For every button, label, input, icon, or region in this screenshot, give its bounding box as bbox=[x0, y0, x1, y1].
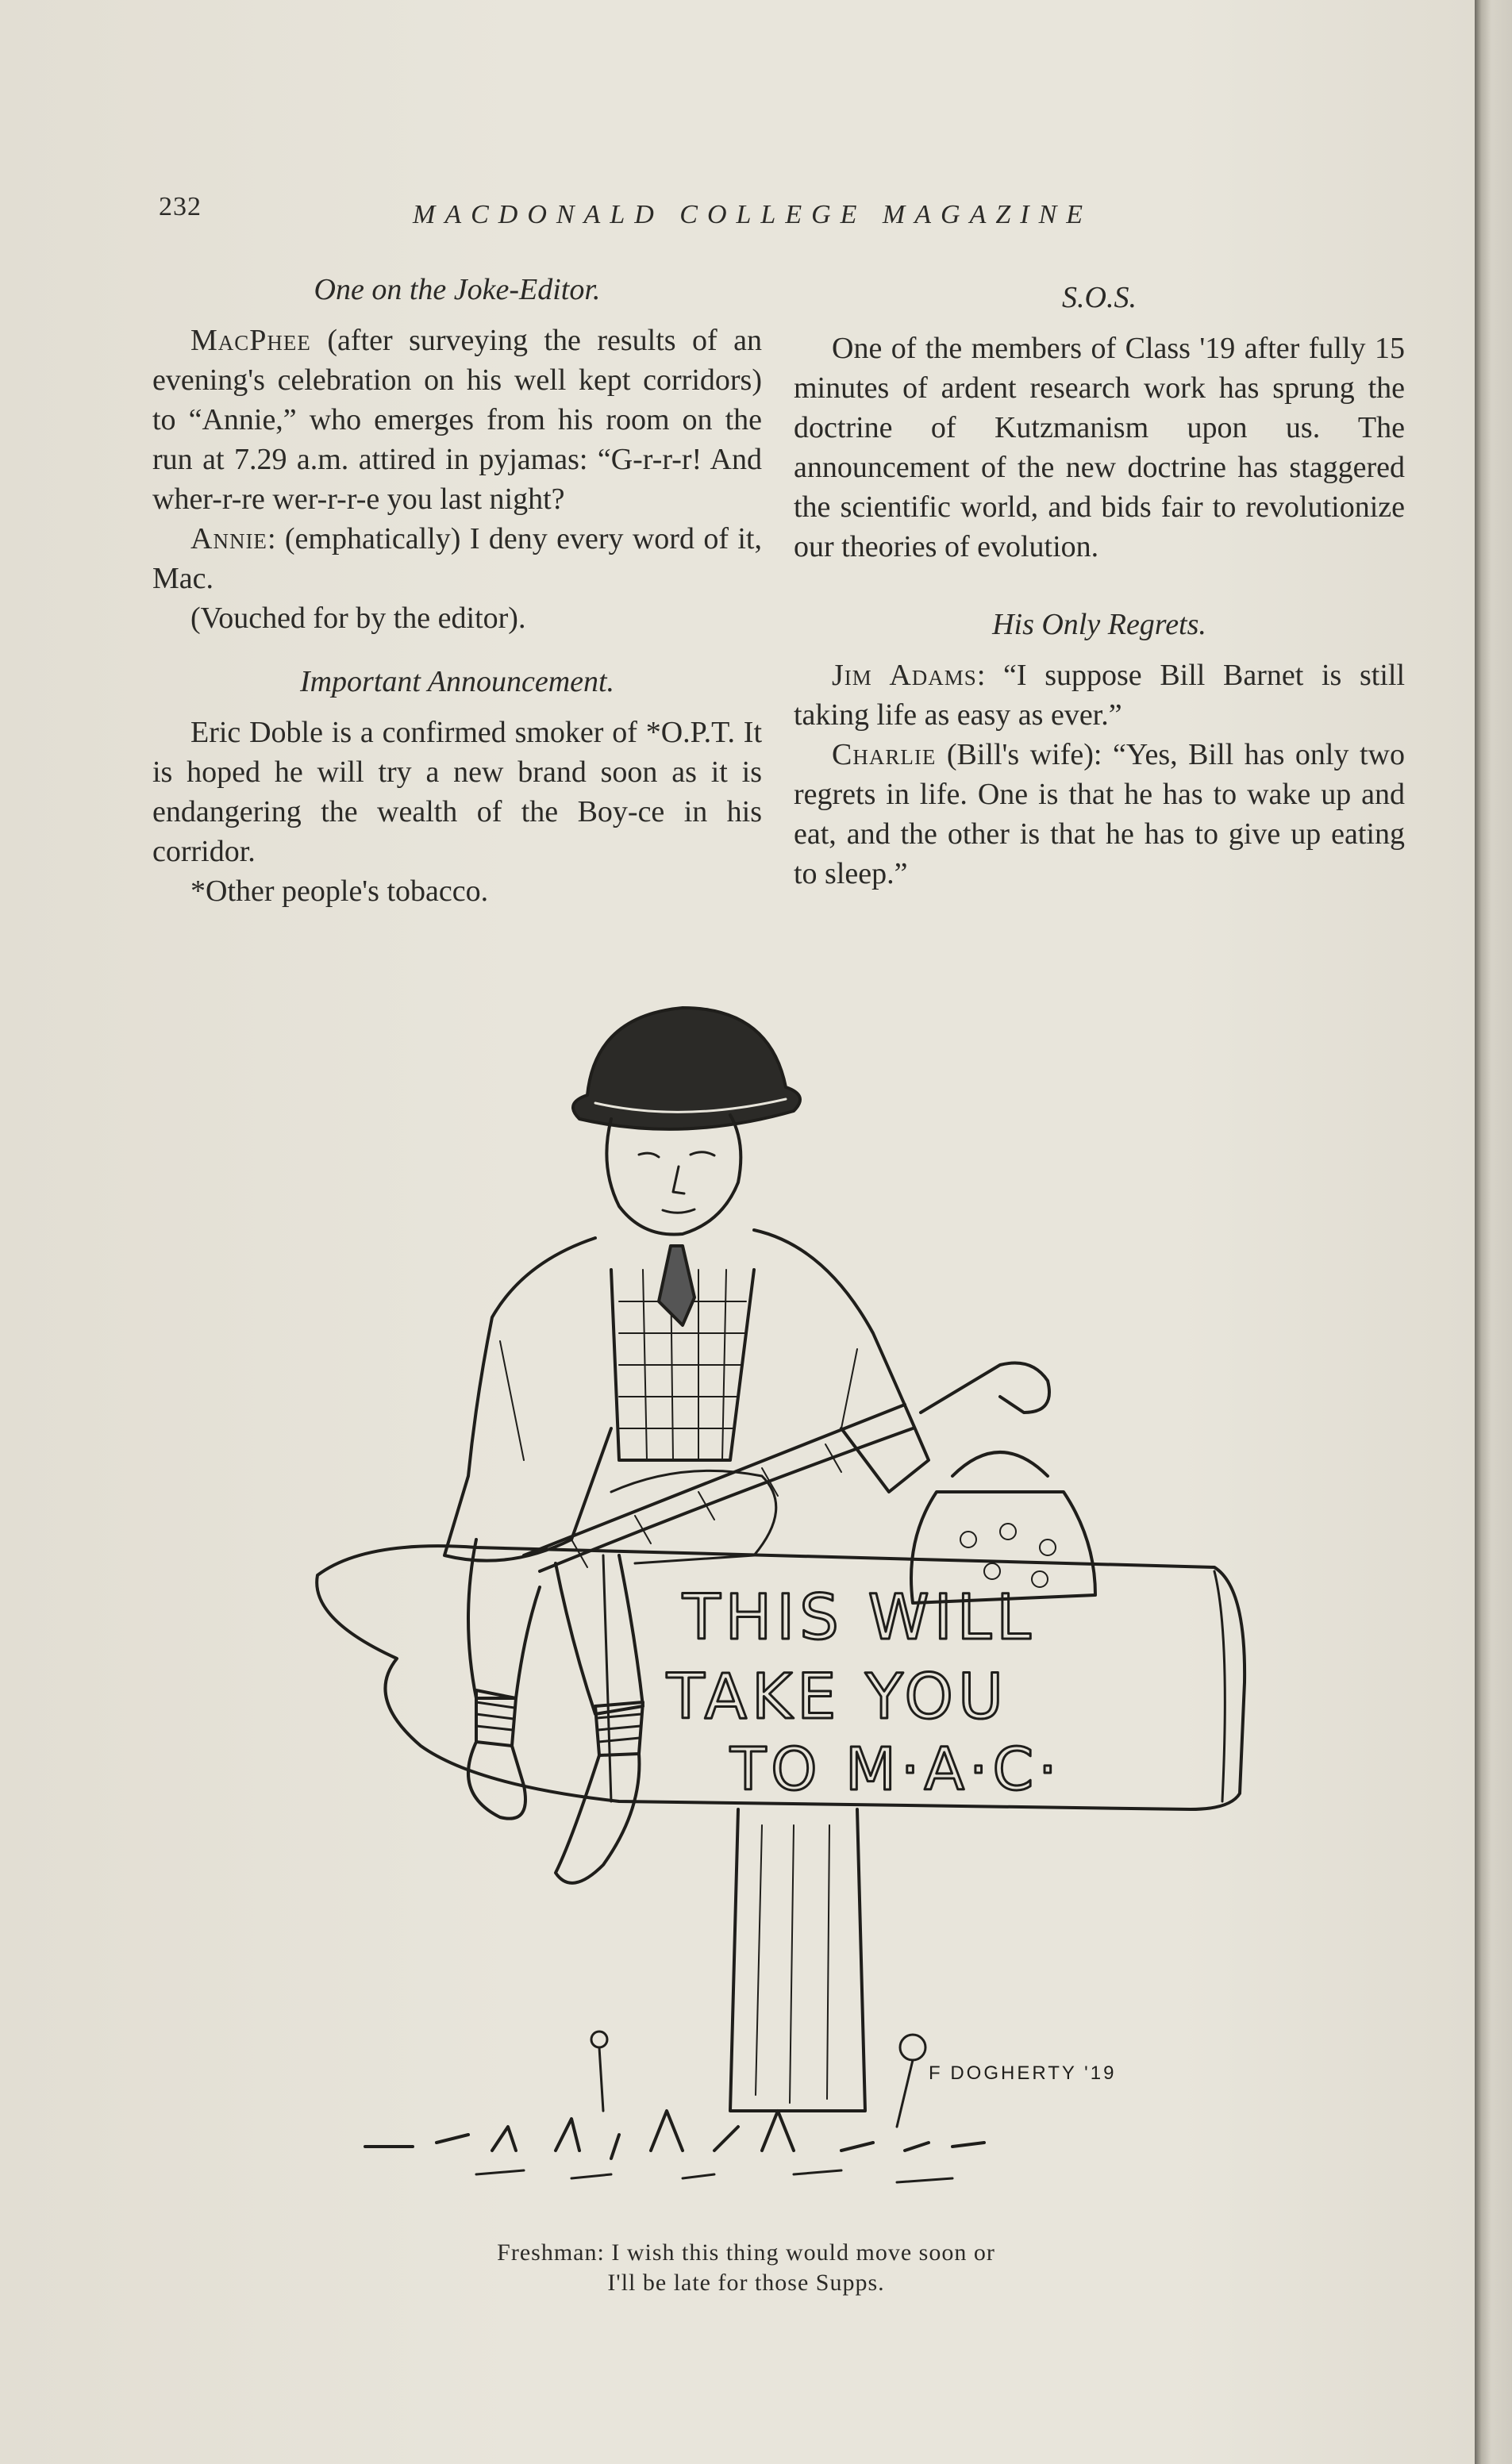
checked-vest bbox=[611, 1246, 754, 1460]
paragraph-text: : (emphatically) I deny every word of it, Mac. bbox=[152, 522, 762, 595]
sign-line-2: TAKE YOU bbox=[667, 1662, 1009, 1733]
illustration-caption bbox=[349, 2238, 1143, 2298]
signpost-post bbox=[730, 1809, 865, 2111]
paragraph-text: One of the members of Class '19 after fully 15 minutes of ardent research work has sprung the doctrine of Kutzmanism upon us. The announcement of the new doctrine has staggered the scientific world, and bids fair to revolutionize our theories of evolution. bbox=[794, 332, 1405, 563]
carpet-bag bbox=[911, 1452, 1095, 1603]
speaker-name: MacPhee bbox=[190, 324, 311, 357]
binding-spine bbox=[1475, 0, 1512, 2464]
speaker-name: Annie bbox=[190, 522, 267, 555]
article-joke-editor bbox=[152, 270, 762, 638]
caption-line-1: Freshman: I wish this thing would move soon or bbox=[497, 2239, 995, 2266]
umbrella bbox=[524, 1363, 1049, 1572]
boots bbox=[468, 1742, 639, 1883]
bowler-hat bbox=[573, 1008, 800, 1129]
sign-line-3: TO M·A·C· bbox=[730, 1736, 1062, 1804]
sign-line-1: THIS WILL bbox=[683, 1582, 1036, 1654]
paragraph-text: *Other people's tobacco. bbox=[190, 875, 489, 908]
cartoon-illustration bbox=[238, 984, 1270, 2206]
article-paragraph bbox=[152, 321, 762, 519]
article-important-announcement bbox=[152, 662, 762, 911]
speaker-name: Jim Adams bbox=[832, 659, 977, 692]
left-column bbox=[152, 270, 762, 911]
article-paragraph bbox=[794, 329, 1405, 567]
paragraph-text: (after surveying the results of an evening's celebration on his well kept corridors) to “Annie,” who emerges from his room on the run at 7.29 a.m. attired in pyjamas: “G-r-r-r! And wher-r-re wer-r-r-e you last night? bbox=[152, 324, 762, 516]
article-paragraph bbox=[794, 735, 1405, 894]
article-paragraph bbox=[794, 655, 1405, 735]
striped-socks bbox=[476, 1690, 643, 1755]
article-heading: His Only Regrets. bbox=[992, 608, 1206, 641]
sign-lettering bbox=[666, 1582, 1062, 1804]
paragraph-text: Eric Doble is a confirmed smoker of *O.P.T. It is hoped he will try a new brand soon as it is endangering the wealth of the Boy-ce in his corridor. bbox=[152, 716, 762, 868]
article-heading: Important Announcement. bbox=[299, 665, 615, 698]
footnote bbox=[152, 871, 762, 911]
caption-line-2: I'll be late for those Supps. bbox=[607, 2270, 885, 2296]
article-paragraph bbox=[152, 519, 762, 598]
article-only-regrets bbox=[794, 605, 1405, 894]
paragraph-text: (Vouched for by the editor). bbox=[190, 602, 526, 635]
speaker-name: Charlie bbox=[832, 738, 937, 771]
article-sos bbox=[794, 278, 1405, 567]
grass-tufts bbox=[365, 2111, 984, 2182]
artist-signature: F DOGHERTY '19 bbox=[929, 2062, 1117, 2084]
running-head: MACDONALD COLLEGE MAGAZINE bbox=[413, 200, 1093, 229]
article-paragraph bbox=[152, 713, 762, 871]
paragraph-text: (Bill's wife): “Yes, Bill has only two regrets in life. One is that he has to wake up and eat, and the other is that he has to give up eating to sleep.” bbox=[794, 738, 1405, 890]
figure-head bbox=[606, 1115, 741, 1235]
right-column bbox=[794, 278, 1405, 894]
page-number: 232 bbox=[159, 192, 202, 221]
article-paragraph bbox=[152, 598, 762, 638]
article-heading: One on the Joke-Editor. bbox=[314, 273, 601, 306]
paragraph-text: : “I suppose Bill Barnet is still taking life as easy as ever.” bbox=[794, 659, 1405, 732]
article-heading: S.O.S. bbox=[1062, 281, 1137, 314]
